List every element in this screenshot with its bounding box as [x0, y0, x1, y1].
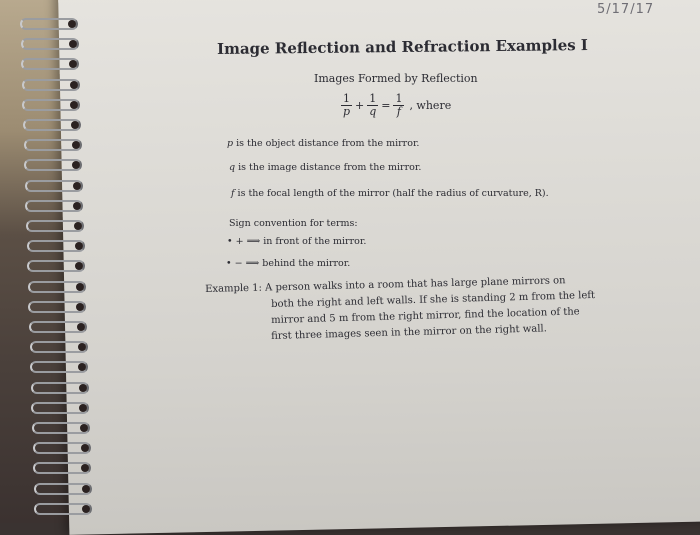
variable: f	[231, 188, 235, 199]
handwritten-date: 5/17/17	[597, 2, 655, 17]
binding-hole	[72, 141, 80, 149]
binding-hole	[79, 384, 87, 392]
definition-text: is the object distance from the mirror.	[233, 138, 420, 149]
example-1-line-3: mirror and 5 m from the right mirror, find the location of the	[271, 306, 580, 326]
example-1-line-2: both the right and left walls. If she is standing 2 m from the left	[271, 289, 596, 310]
definition-text: is the image distance from the mirror.	[235, 162, 422, 173]
binding-hole	[70, 81, 78, 89]
binding-hole	[78, 343, 86, 351]
mirror-equation	[340, 93, 451, 118]
binding-hole	[74, 222, 82, 230]
definition-text: is the focal length of the mirror (half the radius of curvature, R).	[234, 188, 549, 199]
example-label: Example 1:	[205, 282, 263, 295]
numerator: 1	[395, 92, 403, 105]
plus-sign: +	[355, 99, 365, 112]
fraction-1-over-f	[393, 93, 404, 118]
equals-sign: =	[381, 99, 391, 112]
example-1-line-4: first three images seen in the mirror on the right wall.	[271, 323, 547, 342]
variable: p	[227, 138, 234, 149]
where-word: , where	[409, 99, 452, 112]
binding-hole	[68, 20, 76, 28]
spiral-binding	[20, 0, 80, 523]
variable: q	[229, 162, 236, 173]
page-title: Image Reflection and Refraction Examples I	[216, 36, 588, 58]
denominator: q	[369, 105, 377, 118]
binding-hole	[73, 182, 81, 190]
section-subtitle: Images Formed by Reflection	[314, 72, 478, 85]
definition-f	[231, 188, 549, 199]
example-text: A person walks into a room that has large plane mirrors on	[264, 275, 566, 294]
numerator: 1	[369, 92, 377, 105]
sign-bullet-positive: • + ⟹ in front of the mirror.	[227, 236, 367, 247]
binding-hole	[80, 424, 88, 432]
binding-hole	[69, 40, 77, 48]
binding-hole	[71, 121, 79, 129]
binding-hole	[81, 444, 89, 452]
definition-q	[229, 162, 421, 173]
sign-convention-heading: Sign convention for terms:	[229, 218, 358, 229]
numerator: 1	[343, 92, 350, 105]
binding-hole	[82, 485, 90, 493]
binding-hole	[76, 283, 84, 291]
denominator: f	[396, 105, 401, 118]
binding-hole	[75, 242, 83, 250]
fraction-1-over-p	[341, 93, 352, 118]
denominator: p	[342, 105, 351, 118]
sign-bullet-negative: • − ⟹ behind the mirror.	[226, 258, 351, 269]
definition-p	[227, 138, 419, 149]
fraction-1-over-q	[367, 93, 378, 118]
binding-hole	[77, 323, 85, 331]
